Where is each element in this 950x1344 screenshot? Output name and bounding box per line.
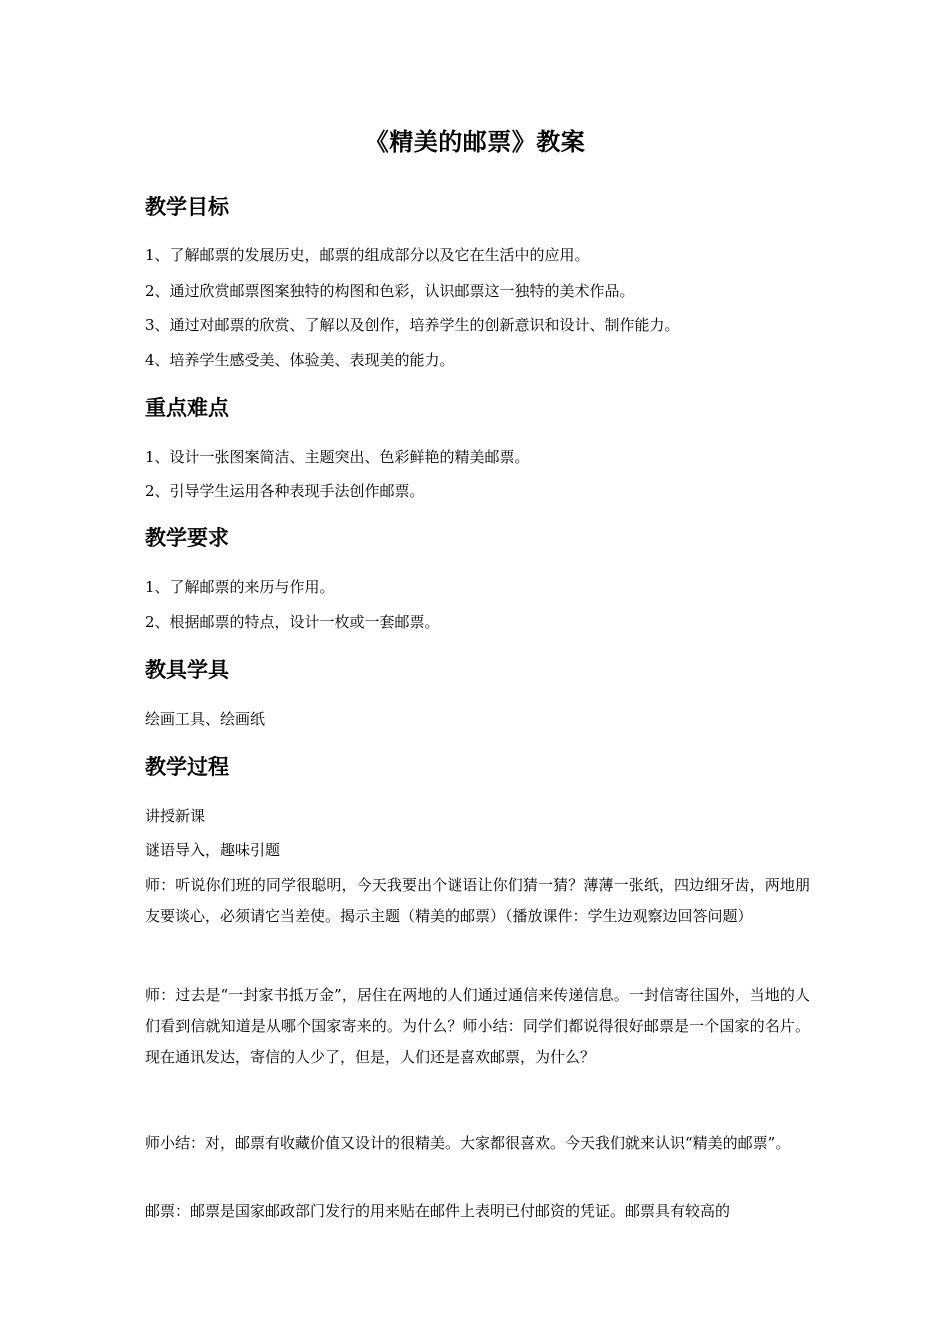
key-point-item: 1、设计一张图案简洁、主题突出、色彩鲜艳的精美邮票。	[145, 448, 530, 466]
process-paragraph: 师：听说你们班的同学很聪明，今天我要出个谜语让你们猜一猜？薄薄一张纸，四边细牙齿，两地朋友要谈心，必须请它当差使。揭示主题（精美的邮票）（播放课件：学生边观察边回答问题）	[145, 876, 810, 925]
materials-text: 绘画工具、绘画纸	[145, 710, 266, 728]
heading-requirements: 教学要求	[145, 525, 229, 550]
heading-key-points: 重点难点	[145, 395, 229, 420]
key-point-item: 2、引导学生运用各种表现手法创作邮票。	[145, 482, 425, 500]
heading-process: 教学过程	[145, 754, 229, 779]
goal-item: 1、了解邮票的发展历史，邮票的组成部分以及它在生活中的应用。	[145, 246, 590, 264]
process-paragraph: 师小结：对，邮票有收藏价值又设计的很精美。大家都很喜欢。今天我们就来认识“精美的邮票”。	[145, 1134, 791, 1152]
heading-materials: 教具学具	[145, 657, 229, 682]
goal-item: 2、通过欣赏邮票图案独特的构图和色彩，认识邮票这一独特的美术作品。	[145, 282, 635, 300]
document-title: 《精美的邮票》教案	[364, 127, 586, 156]
requirement-item: 1、了解邮票的来历与作用。	[145, 578, 335, 596]
heading-teaching-goals: 教学目标	[145, 194, 229, 219]
process-paragraph: 师：过去是“一封家书抵万金”，居住在两地的人们通过通信来传递信息。一封信寄往国外，当地的人们看到信就知道是从哪个国家寄来的。为什么？师小结：同学们都说得很好邮票是一个国家的名片。现在通讯发达，寄信的人少了，但是，人们还是喜欢邮票，为什么？	[145, 986, 810, 1066]
goal-item: 4、培养学生感受美、体验美、表现美的能力。	[145, 351, 455, 369]
process-line: 讲授新课	[145, 807, 206, 825]
process-paragraph: 邮票：邮票是国家邮政部门发行的用来贴在邮件上表明已付邮资的凭证。邮票具有较高的	[145, 1202, 731, 1220]
goal-item: 3、通过对邮票的欣赏、了解以及创作，培养学生的创新意识和设计、制作能力。	[145, 316, 680, 334]
requirement-item: 2、根据邮票的特点，设计一枚或一套邮票。	[145, 613, 440, 631]
process-line: 谜语导入，趣味引题	[145, 841, 281, 859]
